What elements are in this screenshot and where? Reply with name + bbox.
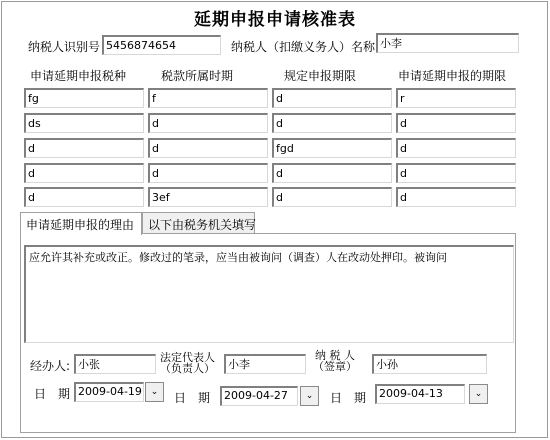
tax-type-input[interactable]: d [24,138,144,158]
chevron-down-icon[interactable]: ⌄ [145,382,164,402]
taxpayer-sign-label: 纳 税 人 （签章） [313,349,357,373]
tab-extension-reason[interactable]: 申请延期申报的理由 [20,212,142,235]
handler-date-picker[interactable] [74,382,166,402]
date-label: 日 期 [174,391,211,405]
column-header-extended-date: 申请延期申报的期限 [398,69,507,83]
tax-type-input[interactable]: d [24,163,144,183]
column-header-tax-type: 申请延期申报税种 [30,69,127,83]
date-value: 2009-04-19 [74,382,144,402]
taxpayer-sign-field[interactable]: 小孙 [372,354,487,374]
date-value: 2009-04-13 [375,384,465,404]
tax-period-input[interactable]: d [148,113,268,133]
due-date-input[interactable]: d [272,113,392,133]
due-date-input[interactable]: d [272,187,392,207]
tax-type-input[interactable]: ds [24,113,144,133]
tax-period-input[interactable]: d [148,163,268,183]
due-date-input[interactable]: d [272,88,392,108]
reason-textarea[interactable]: 应允许其补充或改正。修改过的笔录，应当由被询问（调查）人在改动处押印。被询问 [24,245,514,343]
date-label: 日 期 [330,391,367,405]
taxpayer-name-label: 纳税人（扣缴义务人）名称 [231,40,376,54]
tab-tax-authority[interactable]: 以下由税务机关填写 [142,212,255,234]
taxpayer-sign-date-picker[interactable] [375,384,490,404]
taxpayer-id-field[interactable]: 5456874654 [102,35,221,55]
handler-label: 经办人: [30,359,71,373]
tax-type-input[interactable]: fg [24,88,144,108]
taxpayer-id-label: 纳税人识别号 [28,40,101,54]
due-date-input[interactable]: fgd [272,138,392,158]
date-value: 2009-04-27 [220,386,298,406]
legal-rep-field[interactable]: 小李 [224,354,306,374]
handler-field[interactable]: 小张 [74,354,156,374]
tax-type-input[interactable]: d [24,187,144,207]
column-header-due-date: 规定申报期限 [284,69,357,83]
legal-rep-label: 法定代表人 （负责人） [160,351,215,375]
taxpayer-name-field[interactable]: 小李 [376,33,519,53]
due-date-input[interactable]: d [272,163,392,183]
tax-period-input[interactable]: 3ef [148,187,268,207]
tax-period-input[interactable]: d [148,138,268,158]
extended-date-input[interactable]: d [396,138,516,158]
extended-date-input[interactable]: r [396,88,516,108]
extended-date-input[interactable]: d [396,113,516,133]
date-label: 日 期 [34,387,71,401]
extended-date-input[interactable]: d [396,187,516,207]
chevron-down-icon[interactable]: ⌄ [300,386,319,406]
legal-rep-date-picker[interactable] [220,386,322,406]
tax-period-input[interactable]: f [148,88,268,108]
extended-date-input[interactable]: d [396,163,516,183]
column-header-tax-period: 税款所属时期 [161,69,234,83]
chevron-down-icon[interactable]: ⌄ [469,384,488,404]
form-title: 延期申报申请核准表 [194,10,356,30]
